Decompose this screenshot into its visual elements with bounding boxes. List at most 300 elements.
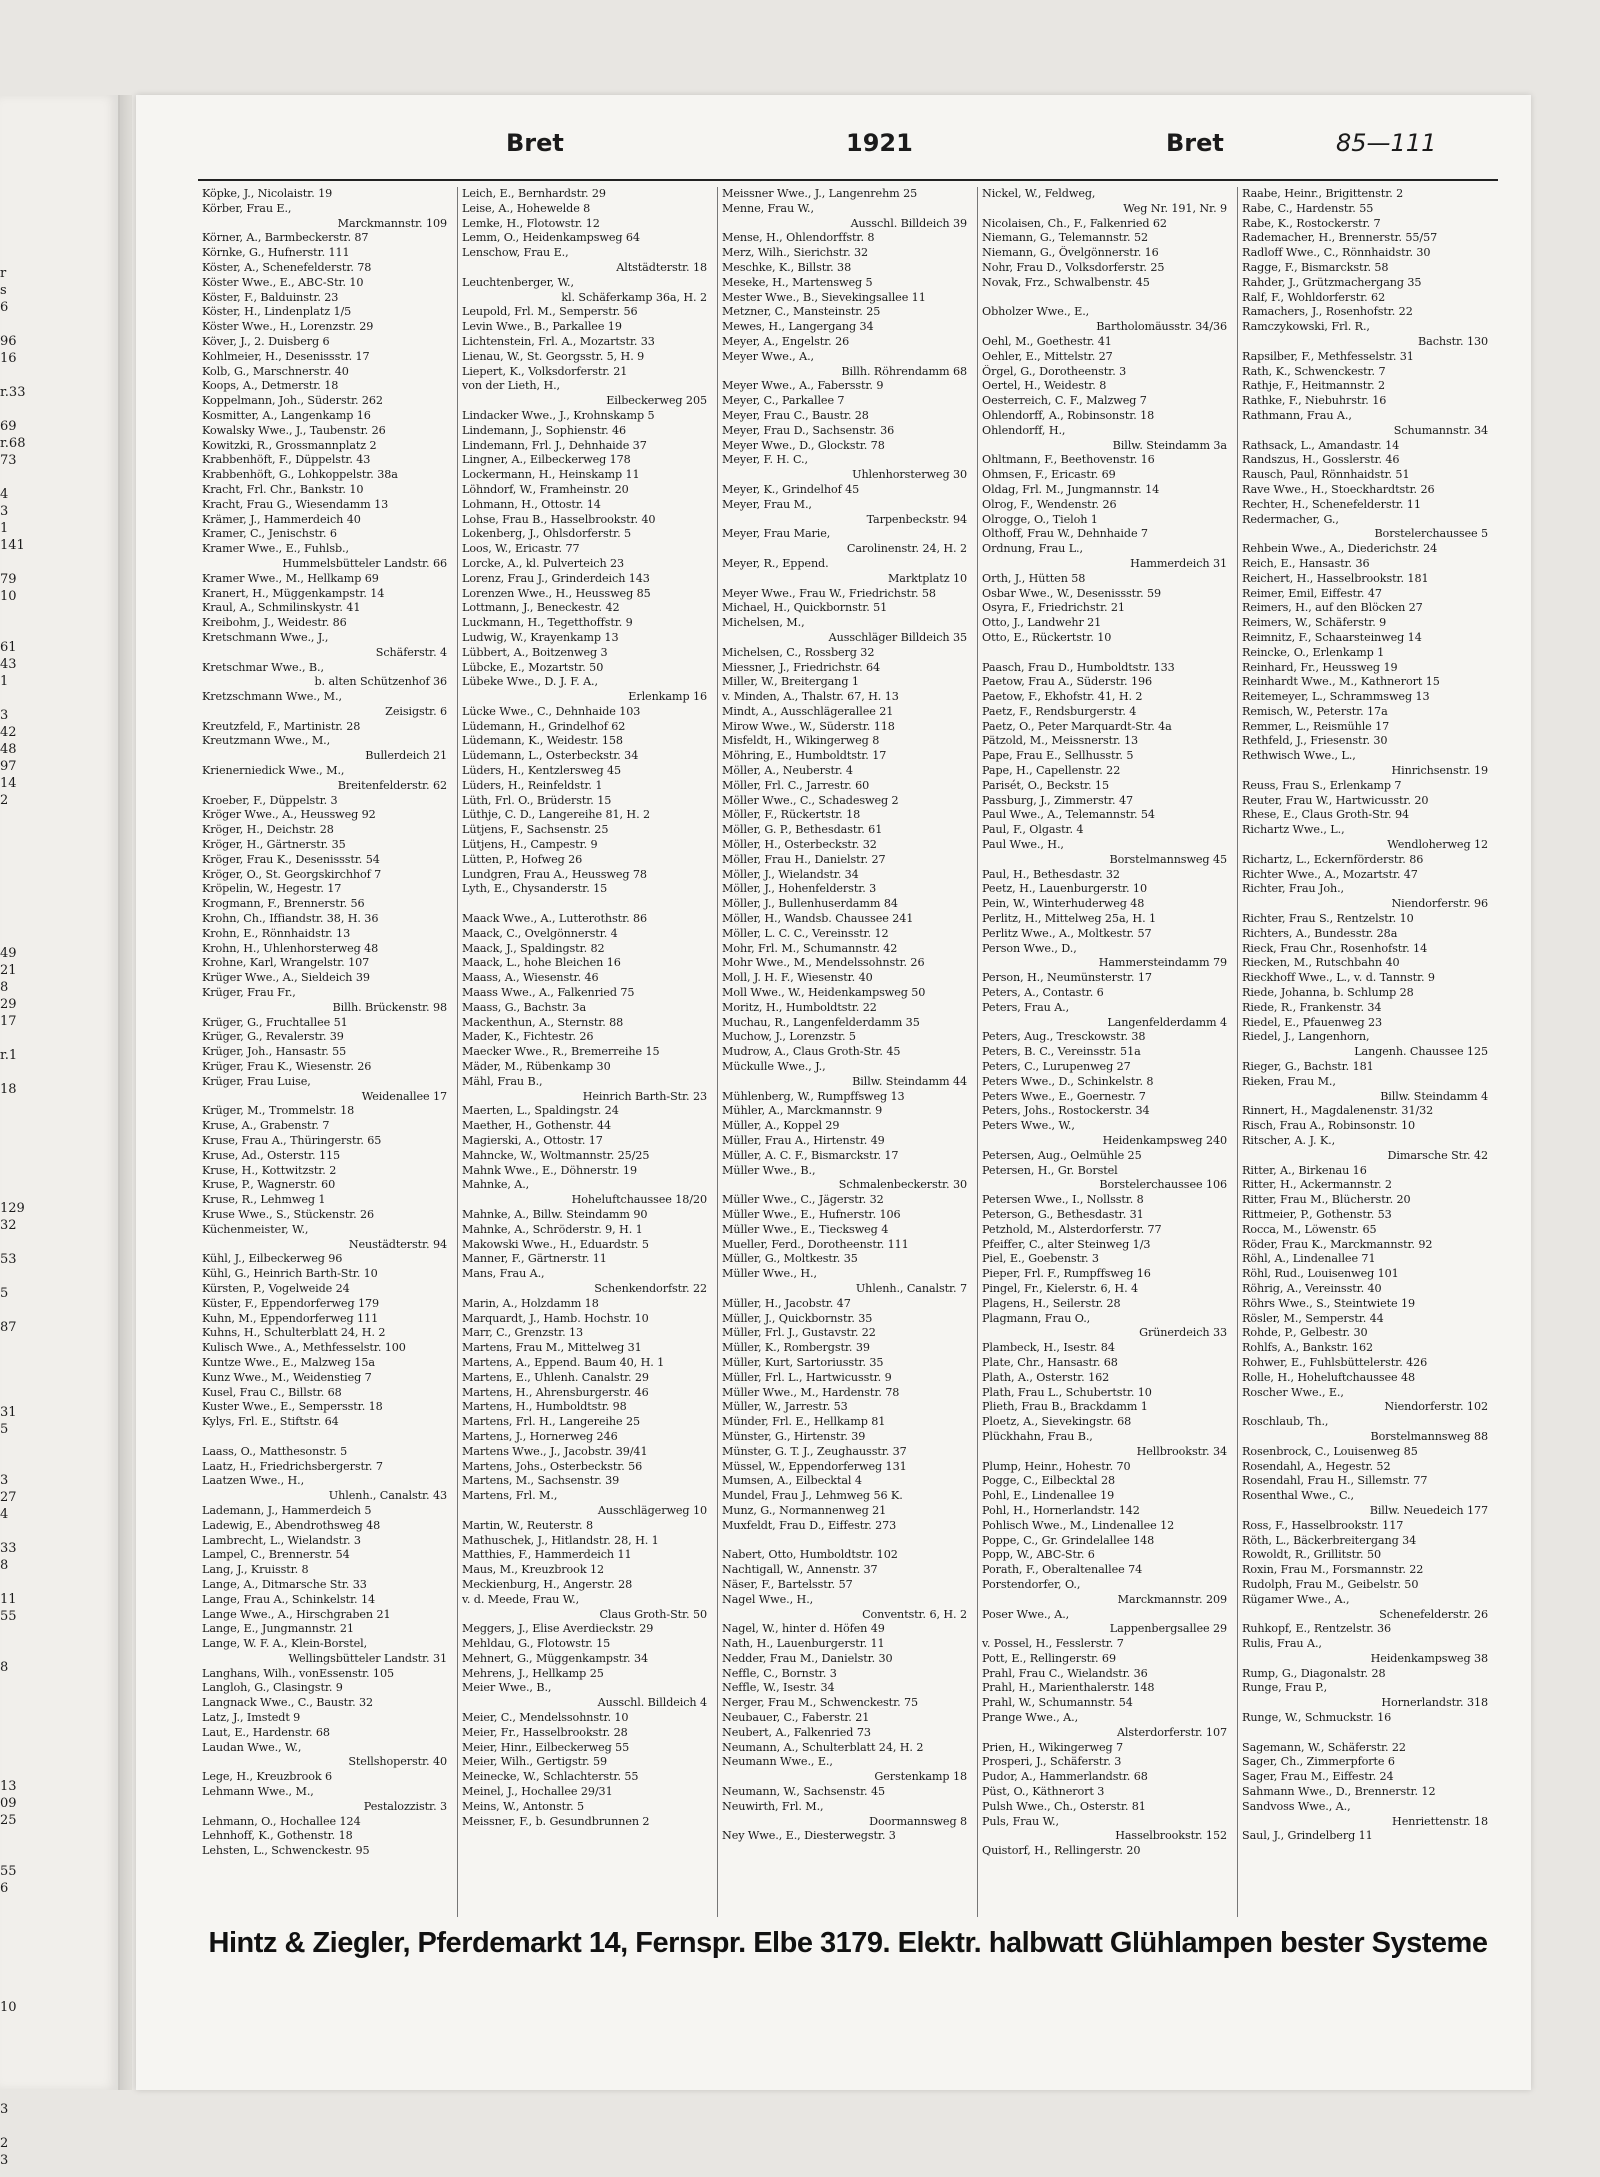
entry-text: Kruse, A., Grabenstr. 7 (202, 1119, 330, 1133)
directory-entry (1242, 217, 1494, 232)
entry-text: Porstendorfer, O., (982, 1577, 1081, 1591)
entry-text: Ladewig, E., Abendrothsweg 48 (202, 1518, 381, 1532)
directory-entry (982, 1001, 1233, 1016)
directory-entry (202, 1149, 453, 1164)
directory-entry (202, 734, 453, 749)
directory-entry (202, 1297, 453, 1312)
directory-entry (1242, 1548, 1494, 1563)
margin-number: 2 (0, 793, 9, 808)
directory-entry (1242, 912, 1494, 927)
directory-entry (982, 1608, 1233, 1623)
entry-continuation: Ausschl. Billdeich 39 (850, 216, 967, 230)
entry-text: Ritter, Frau M., Blücherstr. 20 (1242, 1193, 1411, 1207)
entry-text: Lindacker Wwe., J., Krohnskamp 5 (462, 408, 655, 422)
entry-text: Liepert, K., Volksdorferstr. 21 (462, 364, 628, 378)
entry-text: Redermacher, G., (1242, 512, 1339, 526)
entry-text: Rolle, H., Hoheluftchaussee 48 (1242, 1370, 1416, 1384)
entry-text: Menne, Frau W., (722, 201, 814, 215)
directory-entry (982, 1164, 1233, 1179)
directory-entry (722, 1770, 973, 1785)
entry-continuation: Borstelmannsweg 88 (1370, 1429, 1488, 1443)
entry-text: Lorcke, A., kl. Pulverteich 23 (462, 556, 625, 570)
directory-entry (1242, 646, 1494, 661)
directory-entry (462, 305, 713, 320)
directory-entry (982, 986, 1233, 1001)
directory-entry (982, 690, 1233, 705)
directory-entry (462, 1134, 713, 1149)
margin-number (0, 911, 20, 928)
margin-number: 21 (0, 963, 17, 978)
margin-number (0, 1744, 20, 1761)
entry-text: Körber, Frau E., (202, 201, 292, 215)
directory-entry (982, 794, 1233, 809)
directory-entry (462, 912, 713, 927)
entry-text: Kolb, G., Marschnerstr. 40 (202, 364, 349, 378)
directory-entry (202, 601, 453, 616)
margin-number: 3 (0, 708, 9, 723)
directory-entry (462, 1519, 713, 1534)
directory-entry (202, 1104, 453, 1119)
directory-entry (202, 1178, 453, 1193)
directory-entry (1242, 379, 1494, 394)
entry-text: Kruse, H., Kottwitzstr. 2 (202, 1163, 337, 1177)
directory-entry (202, 1341, 453, 1356)
entry-text: Passburg, J., Zimmerstr. 47 (982, 793, 1133, 807)
directory-entry (462, 1001, 713, 1016)
directory-entry (1242, 1578, 1494, 1593)
entry-continuation: Dimarsche Str. 42 (1387, 1148, 1488, 1162)
entry-text: Ross, F., Hasselbrookstr. 117 (1242, 1518, 1404, 1532)
margin-number (0, 877, 20, 894)
directory-entry (982, 1445, 1233, 1460)
entry-continuation: Neustädterstr. 94 (348, 1237, 447, 1251)
entry-text: Mahnk Wwe., E., Döhnerstr. 19 (462, 1163, 637, 1177)
entry-text: Nath, H., Lauenburgerstr. 11 (722, 1637, 885, 1651)
entry-text: Möller, J., Hohenfelderstr. 3 (722, 882, 877, 896)
directory-entry (722, 956, 973, 971)
margin-number (0, 1693, 20, 1710)
entry-text: Meissner Wwe., J., Langenrehm 25 (722, 187, 918, 200)
directory-entry (202, 1075, 453, 1090)
directory-entry (462, 1208, 713, 1223)
directory-entry (202, 424, 453, 439)
directory-column-2 (458, 187, 718, 1917)
directory-entry (462, 291, 713, 306)
entry-text: Kranert, H., Müggenkampstr. 14 (202, 586, 385, 600)
entry-text: Pohl, E., Lindenallee 19 (982, 1489, 1115, 1503)
directory-entry (722, 1267, 973, 1282)
entry-text: Randszus, H., Gosslerstr. 46 (1242, 453, 1400, 467)
directory-entry (1242, 942, 1494, 957)
entry-text: Kramer Wwe., E., Fuhlsb., (202, 542, 349, 556)
entry-continuation: Schenefelderstr. 26 (1379, 1607, 1488, 1621)
directory-entry (982, 1356, 1233, 1371)
directory-entry (982, 823, 1233, 838)
entry-text: Langloh, G., Clasingstr. 9 (202, 1681, 343, 1695)
entry-text: Meyer, Frau Marie, (722, 527, 831, 541)
entry-text: Meckienburg, H., Angerstr. 28 (462, 1577, 633, 1591)
directory-entry (722, 1341, 973, 1356)
directory-entry (982, 527, 1233, 542)
directory-entry (462, 1696, 713, 1711)
directory-entry (982, 1548, 1233, 1563)
entry-text: Mense, H., Ohlendorffstr. 8 (722, 231, 875, 245)
entry-text: Peters, B. C., Vereinsstr. 51a (982, 1045, 1141, 1059)
directory-entry (202, 1371, 453, 1386)
directory-entry (1242, 1075, 1494, 1090)
directory-entry (982, 1785, 1233, 1800)
directory-entry (462, 1711, 713, 1726)
directory-entry (982, 187, 1233, 202)
entry-text: Merz, Wilh., Sierichstr. 32 (722, 246, 869, 260)
entry-text: Krogmann, F., Brennerstr. 56 (202, 897, 365, 911)
directory-entry (982, 1326, 1233, 1341)
directory-entry (202, 202, 453, 217)
directory-entry (982, 291, 1233, 306)
entry-text: Kuhns, H., Schulterblatt 24, H. 2 (202, 1326, 386, 1340)
directory-entry (982, 616, 1233, 631)
directory-entry (1242, 675, 1494, 690)
entry-text: Martens, Frau M., Mittelweg 31 (462, 1341, 642, 1355)
directory-entry (982, 1223, 1233, 1238)
entry-text: Meyer Wwe., Frau W., Friedrichstr. 58 (722, 586, 936, 600)
entry-text: Örgel, G., Dorotheenstr. 3 (982, 364, 1127, 378)
entry-text: Makowski Wwe., H., Eduardstr. 5 (462, 1237, 649, 1251)
directory-entry (202, 1223, 453, 1238)
directory-entry (1242, 291, 1494, 306)
margin-number (0, 1438, 20, 1455)
entry-text: Maecker Wwe., R., Bremerreihe 15 (462, 1045, 660, 1059)
directory-entry (1242, 513, 1494, 528)
directory-entry (982, 1119, 1233, 1134)
entry-continuation: Altstädterstr. 18 (616, 260, 707, 274)
directory-entry (1242, 1149, 1494, 1164)
directory-entry (462, 838, 713, 853)
margin-number: 16 (0, 351, 17, 366)
adjacent-page-edge (0, 95, 120, 2168)
entry-text: Müller, G., Moltkestr. 35 (722, 1252, 858, 1266)
margin-number (0, 1455, 20, 1472)
directory-entry (722, 439, 973, 454)
directory-entry (722, 1356, 973, 1371)
entry-text: Lübbert, A., Boitzenweg 3 (462, 645, 608, 659)
directory-entry (462, 1460, 713, 1475)
entry-text: Rudolph, Frau M., Geibelstr. 50 (1242, 1577, 1419, 1591)
directory-entry (982, 868, 1233, 883)
margin-number: 141 (0, 538, 25, 553)
directory-entry (722, 335, 973, 350)
entry-text: Olrogge, O., Tieloh 1 (982, 512, 1098, 526)
entry-text: Mehnert, G., Müggenkampstr. 34 (462, 1651, 649, 1665)
directory-entry (462, 1489, 713, 1504)
directory-entry (722, 1741, 973, 1756)
directory-entry (462, 1090, 713, 1105)
directory-entry (982, 1681, 1233, 1696)
directory-entry (722, 513, 973, 528)
directory-entry (462, 956, 713, 971)
directory-entry (722, 187, 973, 202)
directory-entry (462, 1060, 713, 1075)
directory-entry (982, 971, 1233, 986)
directory-column-3 (718, 187, 978, 1917)
entry-text: Sager, Ch., Zimmerpforte 6 (1242, 1755, 1395, 1769)
entry-text: Olthoff, Frau W., Dehnhaide 7 (982, 527, 1148, 541)
entry-text: Meyer, F. H. C., (722, 453, 808, 467)
directory-entry (722, 1474, 973, 1489)
entry-text: Riedel, E., Pfauenweg 23 (1242, 1015, 1383, 1029)
entry-continuation: Marckmannstr. 109 (337, 216, 447, 230)
directory-entry (1242, 1312, 1494, 1327)
directory-entry (202, 246, 453, 261)
entry-text: Mader, K., Fichtestr. 26 (462, 1030, 594, 1044)
directory-entry (462, 1785, 713, 1800)
entry-text: Näser, F., Bartelsstr. 57 (722, 1577, 853, 1591)
entry-continuation: Carolinenstr. 24, H. 2 (846, 542, 967, 556)
directory-entry (982, 513, 1233, 528)
margin-number: 5 (0, 1422, 9, 1437)
margin-number: 73 (0, 453, 17, 468)
entry-text: Lampel, C., Brennerstr. 54 (202, 1548, 350, 1562)
entry-text: Lohmann, H., Ottostr. 14 (462, 497, 601, 511)
directory-entry (1242, 601, 1494, 616)
directory-entry (722, 749, 973, 764)
entry-text: Meier, Hinr., Eilbeckerweg 55 (462, 1740, 630, 1754)
directory-entry (202, 1400, 453, 1415)
margin-number (0, 1761, 20, 1778)
entry-text: Nerger, Frau M., Schwenckestr. 75 (722, 1696, 919, 1710)
entry-text: Köver, J., 2. Duisberg 6 (202, 334, 330, 348)
directory-entry (722, 661, 973, 676)
entry-text: Müller Wwe., H., (722, 1267, 817, 1281)
entry-text: Puls, Frau W., (982, 1814, 1059, 1828)
directory-entry (202, 1548, 453, 1563)
directory-entry (202, 527, 453, 542)
directory-entry (462, 971, 713, 986)
entry-text: von der Lieth, H., (462, 379, 561, 393)
entry-continuation: Hasselbrookstr. 152 (1115, 1829, 1227, 1843)
directory-entry (722, 1104, 973, 1119)
directory-entry (1242, 1356, 1494, 1371)
entry-text: Reinhard, Fr., Heussweg 19 (1242, 660, 1398, 674)
entry-text: Mahnke, A., (462, 1178, 530, 1192)
directory-entry (202, 350, 453, 365)
entry-text: Lüders, H., Reinfeldstr. 1 (462, 778, 603, 792)
entry-text: Röhrs Wwe., S., Steintwiete 19 (1242, 1296, 1416, 1310)
entry-text: Rowoldt, R., Grillitstr. 50 (1242, 1548, 1382, 1562)
entry-text: Mindt, A., Ausschlägerallee 21 (722, 704, 894, 718)
directory-entry (202, 808, 453, 823)
directory-entry (982, 1474, 1233, 1489)
entry-text: Michelsen, M., (722, 616, 805, 630)
directory-entry (1242, 1371, 1494, 1386)
entry-text: Rösler, M., Semperstr. 44 (1242, 1311, 1384, 1325)
directory-entry (1242, 868, 1494, 883)
directory-entry (202, 956, 453, 971)
margin-number (0, 1523, 20, 1540)
entry-text: Meyer, A., Engelstr. 26 (722, 334, 850, 348)
entry-text: Risch, Frau A., Robinsonstr. 10 (1242, 1119, 1416, 1133)
entry-text: Muchau, R., Langenfelderdamm 35 (722, 1015, 920, 1029)
directory-entry (722, 1016, 973, 1031)
entry-continuation: Uhlenh., Canalstr. 43 (328, 1489, 447, 1503)
entry-text: Küchenmeister, W., (202, 1222, 309, 1236)
entry-continuation: Ausschl. Billdeich 4 (597, 1696, 707, 1710)
directory-entry (1242, 1829, 1494, 1844)
entry-text (982, 646, 985, 659)
directory-entry (982, 439, 1233, 454)
directory-entry (1242, 1060, 1494, 1075)
entry-text: Leuchtenberger, W., (462, 275, 574, 289)
entry-text: Krohn, Ch., Iffiandstr. 38, H. 36 (202, 912, 379, 926)
directory-entry (722, 1090, 973, 1105)
directory-entry (202, 1563, 453, 1578)
entry-text: Ruhkopf, E., Rentzelstr. 36 (1242, 1622, 1392, 1636)
margin-number (0, 1948, 20, 1965)
margin-number: 49 (0, 946, 17, 961)
entry-text: Müller Wwe., M., Hardenstr. 78 (722, 1385, 900, 1399)
entry-continuation: Heinrich Barth-Str. 23 (582, 1089, 707, 1103)
entry-text: Köster, F., Balduinstr. 23 (202, 290, 339, 304)
directory-entry (202, 231, 453, 246)
directory-entry (722, 1681, 973, 1696)
margin-number: 8 (0, 980, 9, 995)
directory-entry (982, 1193, 1233, 1208)
entry-text (982, 291, 985, 304)
entry-text: Roscher Wwe., E., (1242, 1385, 1344, 1399)
directory-entry (722, 1593, 973, 1608)
entry-text: Neffle, C., Bornstr. 3 (722, 1666, 837, 1680)
entry-text: Reuter, Frau W., Hartwicusstr. 20 (1242, 793, 1429, 807)
directory-entry (462, 557, 713, 572)
entry-text: Krüger, Joh., Hansastr. 55 (202, 1045, 347, 1059)
entry-continuation: Hammerdeich 31 (1130, 556, 1227, 570)
directory-entry (722, 779, 973, 794)
directory-entry (1242, 365, 1494, 380)
directory-entry (462, 498, 713, 513)
entry-continuation: Weg Nr. 191, Nr. 9 (1123, 201, 1227, 215)
entry-text: Munz, G., Normannenweg 21 (722, 1503, 887, 1517)
directory-entry (722, 1075, 973, 1090)
entry-text: Rapsilber, F., Methfesselstr. 31 (1242, 349, 1414, 363)
entry-text: Nagel, W., hinter d. Höfen 49 (722, 1622, 885, 1636)
directory-entry (722, 646, 973, 661)
margin-number (0, 2050, 20, 2067)
entry-text: Kreutzmann Wwe., M., (202, 734, 331, 748)
directory-entry (202, 971, 453, 986)
directory-entry (1242, 616, 1494, 631)
margin-number (0, 1727, 20, 1744)
entry-text: Rave Wwe., H., Stoeckhardtstr. 26 (1242, 482, 1435, 496)
margin-number: 87 (0, 1320, 17, 1335)
directory-entry (202, 1726, 453, 1741)
entry-text: Lindemann, J., Sophienstr. 46 (462, 423, 627, 437)
directory-entry (722, 1134, 973, 1149)
directory-entry (982, 1341, 1233, 1356)
directory-entry (202, 1622, 453, 1637)
entry-text: Martens, J., Hornerweg 246 (462, 1429, 618, 1443)
directory-entry (462, 1267, 713, 1282)
directory-entry (462, 1622, 713, 1637)
directory-entry (722, 320, 973, 335)
directory-entry (462, 261, 713, 276)
entry-text: Petersen, Aug., Oelmühle 25 (982, 1148, 1142, 1162)
directory-entry (462, 217, 713, 232)
directory-entry (202, 365, 453, 380)
entry-text: Rabe, K., Rostockerstr. 7 (1242, 216, 1381, 230)
directory-entry (202, 1134, 453, 1149)
directory-entry (722, 261, 973, 276)
entry-text: Lichtenstein, Frl. A., Mozartstr. 33 (462, 334, 655, 348)
entry-text: Leich, E., Bernhardstr. 29 (462, 187, 606, 200)
directory-entry (982, 1208, 1233, 1223)
entry-text: Mühler, A., Marckmannstr. 9 (722, 1104, 883, 1118)
entry-continuation: Eilbeckerweg 205 (606, 394, 707, 408)
entry-text: Ritscher, A. J. K., (1242, 1134, 1336, 1147)
directory-entry (462, 882, 713, 897)
directory-entry (982, 276, 1233, 291)
directory-entry (982, 1267, 1233, 1282)
entry-text: Roschlaub, Th., (1242, 1415, 1329, 1429)
entry-continuation: Claus Groth-Str. 50 (599, 1607, 707, 1621)
entry-text: Lehmann, O., Hochallee 124 (202, 1814, 361, 1828)
directory-entry (982, 468, 1233, 483)
entry-text: Pogge, C., Eilbecktal 28 (982, 1474, 1115, 1488)
directory-entry (722, 365, 973, 380)
entry-text: Ohlendorff, H., (982, 423, 1066, 437)
entry-text: Müller, Frl. L., Hartwicusstr. 9 (722, 1370, 892, 1384)
entry-text: Lange, W. F. A., Klein-Borstel, (202, 1637, 368, 1651)
entry-text: Krüger, Frau Luise, (202, 1074, 311, 1088)
entry-text: Maether, H., Gothenstr. 44 (462, 1119, 612, 1133)
entry-text: Münster, G., Hirtenstr. 39 (722, 1429, 866, 1443)
margin-number (0, 1931, 20, 1948)
entry-text: Kretschmar Wwe., B., (202, 660, 324, 674)
entry-text: Krohn, E., Rönnhaidstr. 13 (202, 926, 351, 940)
directory-entry (722, 1297, 973, 1312)
entry-text: Meissner, F., b. Gesundbrunnen 2 (462, 1814, 650, 1828)
entry-text: Peters, Frau A., (982, 1000, 1070, 1014)
margin-number (0, 1846, 20, 1863)
entry-text: Müller, Frau A., Hirtenstr. 49 (722, 1134, 885, 1147)
directory-entry (462, 1016, 713, 1031)
directory-entry (982, 1726, 1233, 1741)
directory-entry (462, 1119, 713, 1134)
entry-text: Müller Wwe., E., Hufnerstr. 106 (722, 1207, 901, 1221)
entry-text: Meschke, K., Billstr. 38 (722, 260, 852, 274)
entry-text: Neubert, A., Falkenried 73 (722, 1725, 871, 1739)
entry-text: Lüthje, C. D., Langereihe 81, H. 2 (462, 808, 650, 822)
entry-text: Rhese, E., Claus Groth-Str. 94 (1242, 808, 1409, 822)
directory-entry (722, 1386, 973, 1401)
directory-entry (982, 1386, 1233, 1401)
margin-number: 11 (0, 1592, 17, 1607)
directory-entry (722, 986, 973, 1001)
margin-number: r.33 (0, 385, 26, 400)
directory-entry (202, 986, 453, 1001)
entry-continuation: Grünerdeich 33 (1139, 1326, 1227, 1340)
directory-entry (722, 675, 973, 690)
directory-entry (202, 1386, 453, 1401)
entry-text: Köpke, J., Nicolaistr. 19 (202, 187, 333, 200)
entry-continuation: Schäferstr. 4 (375, 645, 447, 659)
entry-text: Person Wwe., D., (982, 941, 1077, 955)
directory-entry (462, 483, 713, 498)
entry-continuation: Billw. Steindamm 4 (1380, 1089, 1488, 1103)
entry-continuation: Wellingsbütteler Landstr. 31 (288, 1651, 447, 1665)
directory-entry (722, 1415, 973, 1430)
directory-entry (202, 542, 453, 557)
margin-number: 96 (0, 334, 17, 349)
